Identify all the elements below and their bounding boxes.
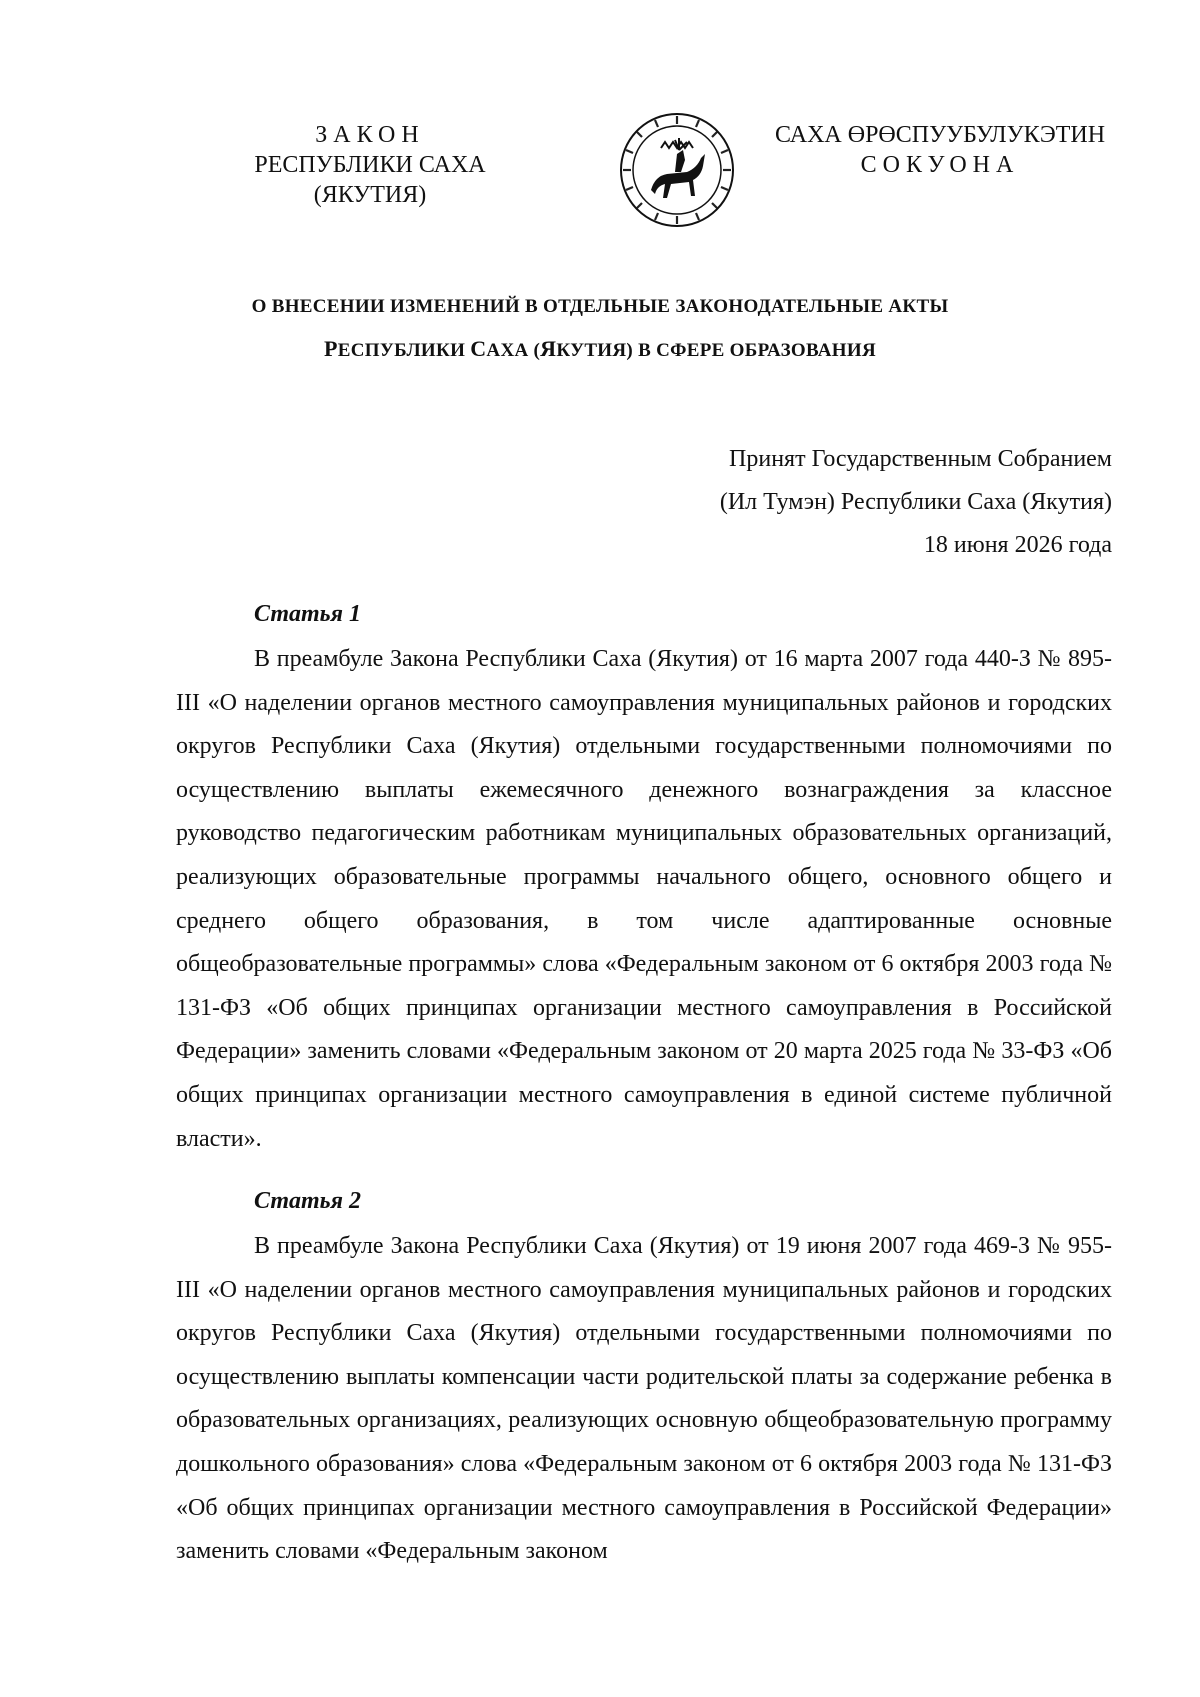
republic-name-sakha: САХА ӨРӨСПУУБУЛУКЭТИН: [774, 122, 1106, 148]
adoption-line: (Ил Тумэн) Республики Саха (Якутия): [719, 489, 1112, 515]
article-heading: Статья 2: [254, 1188, 362, 1214]
header-right: [760, 120, 1120, 180]
law-label-sakha: СОКУОНА: [860, 152, 1020, 178]
republic-name: РЕСПУБЛИКИ САХА (ЯКУТИЯ): [254, 152, 486, 208]
adoption-note: [720, 438, 1112, 567]
adoption-date: 18 июня 2026 года: [923, 532, 1112, 558]
adoption-line: Принят Государственным Собранием: [729, 446, 1112, 472]
document-title-line2: РЕСПУБЛИКИ САХА (ЯКУТИЯ) В СФЕРЕ ОБРАЗОВАНИЯ: [324, 336, 876, 361]
document-title-line1: О ВНЕСЕНИИ ИЗМЕНЕНИЙ В ОТДЕЛЬНЫЕ ЗАКОНОДАТЕЛЬНЫЕ АКТЫ: [251, 296, 949, 317]
article-text: В преамбуле Закона Республики Саха (Якутия) от 19 июня 2007 года 469-З № 955-III «О наделении органов местного самоуправления муниципальных районов и городских округов Республики Саха (Якутия) отдельными государственными полномочиями по осуществлению выплаты компенсации части родительской платы за содержание ребенка в образовательных организациях, реализующих основную общеобразовательную программу дошкольного образования» слова «Федеральным законом от 6 октября 2003 года № 131-ФЗ «Об общих принципах организации местного самоуправления в Российской Федерации» заменить словами «Федеральным законом: [176, 1233, 1112, 1565]
article-heading: Статья 1: [254, 601, 362, 627]
header-left: [200, 120, 540, 210]
coat-of-arms-icon: [617, 110, 737, 230]
law-label: ЗАКОН: [315, 122, 425, 148]
article-text: В преамбуле Закона Республики Саха (Якутия) от 16 марта 2007 года 440-З № 895-III «О наделении органов местного самоуправления муниципальных районов и городских округов Республики Саха (Якутия) отдельными государственными полномочиями по осуществлению выплаты ежемесячного денежного вознаграждения за классное руководство педагогическим работникам муниципальных образовательных организаций, реализующих образовательные программы начального общего, основного общего и среднего общего образования, в том числе адаптированные основные общеобразовательные программы» слова «Федеральным законом от 6 октября 2003 года № 131-ФЗ «Об общих принципах организации местного самоуправления в Российской Федерации» заменить словами «Федеральным законом от 20 марта 2025 года № 33-ФЗ «Об общих принципах организации местного самоуправления в единой системе публичной власти».: [176, 646, 1112, 1152]
